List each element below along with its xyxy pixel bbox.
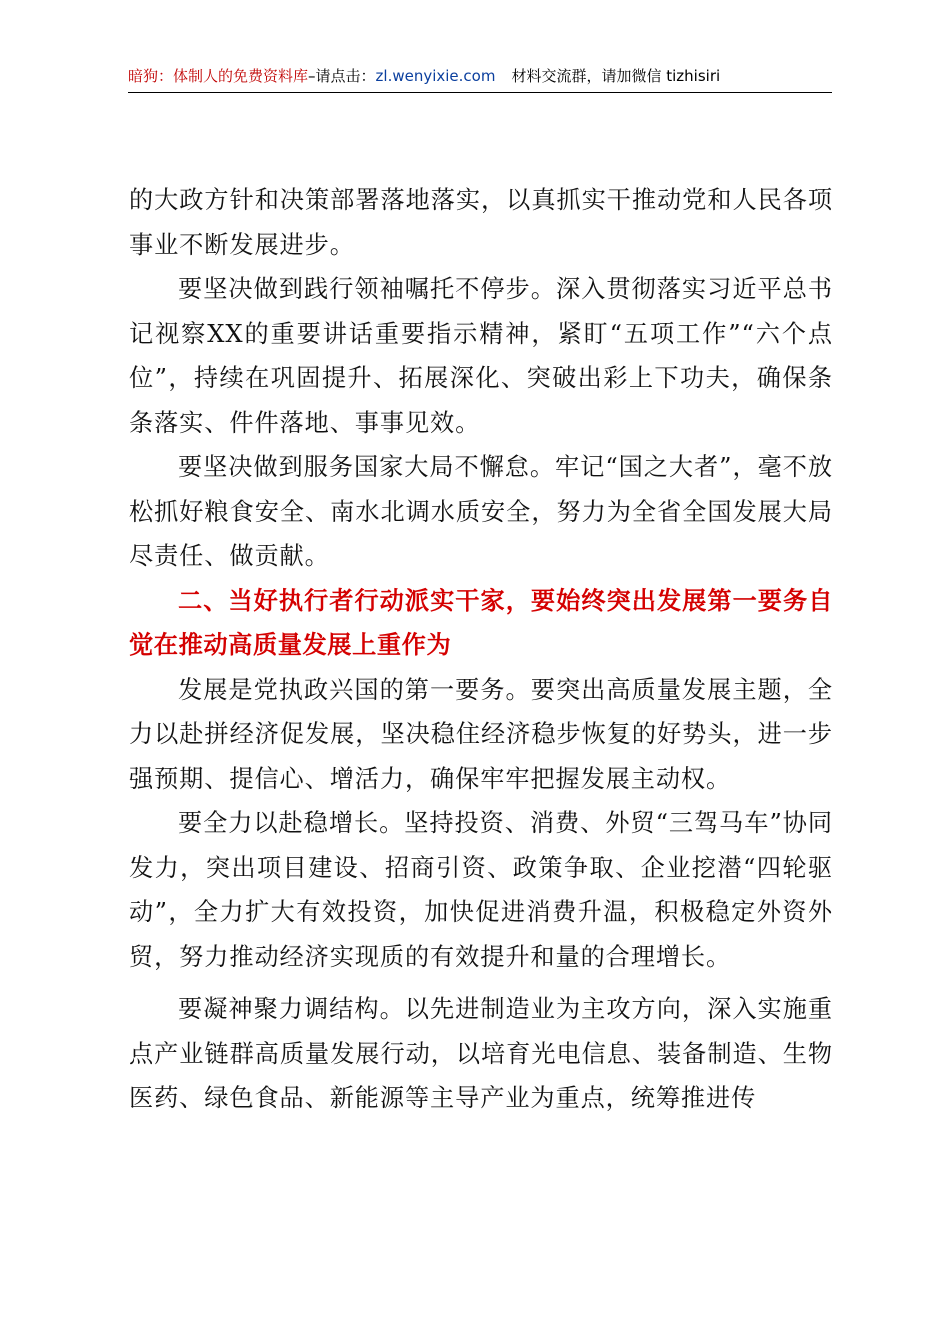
paragraph-stable-growth: 要全力以赴稳增长。坚持投资、消费、外贸“三驾马车”协同发力，突出项目建设、招商引资、政策争取、企业挖潜“四轮驱动”，全力扩大有效投资，加快促进消费升温，积极稳定外资外贸，努力推动经济实现质的有效提升和量的合理增长。 <box>129 809 833 971</box>
header-url-link[interactable]: zl.wenyixie.com <box>375 67 496 85</box>
paragraph-development-priority: 发展是党执政兴国的第一要务。要突出高质量发展主题，全力以赴拼经济促发展，坚决稳住经济稳步恢复的好势头，进一步强预期、提信心、增活力，确保牢牢把握发展主动权。 <box>129 675 833 793</box>
header-site-name: 暗狗：体制人的免费资料库 <box>128 67 309 85</box>
paragraph-adjust-structure: 要凝神聚力调结构。以先进制造业为主攻方向，深入实施重点产业链群高质量发展行动，以培育光电信息、装备制造、生物医药、绿色食品、新能源等主导产业为重点，统筹推进传 <box>129 995 833 1112</box>
paragraph-national-priorities: 要坚决做到服务国家大局不懈怠。牢记“国之大者”，毫不放松抓好粮食安全、南水北调水质安全，努力为全省全国发展大局尽责任、做贡献。 <box>129 453 833 570</box>
header-click-prompt: –请点击： <box>308 67 376 85</box>
section-heading-2: 二、当好执行者行动派实干家，要始终突出发展第一要务自觉在推动高质量发展上重作为 <box>129 586 833 659</box>
paragraph-leader-mandate: 要坚决做到践行领袖嘱托不停步。深入贯彻落实习近平总书记视察XX的重要讲话重要指示精神，紧盯“五项工作”“六个点位”，持续在巩固提升、拓展深化、突破出彩上下功夫，确保条条落实、件件落地、事事见效。 <box>129 275 833 437</box>
header-group-text: 材料交流群，请加微信 tizhisiri <box>511 67 721 85</box>
paragraph-continuation: 的大政方针和决策部署落地落实，以真抓实干推动党和人民各项事业不断发展进步。 <box>129 186 833 259</box>
page-header <box>128 62 832 93</box>
document-body <box>129 178 833 1121</box>
